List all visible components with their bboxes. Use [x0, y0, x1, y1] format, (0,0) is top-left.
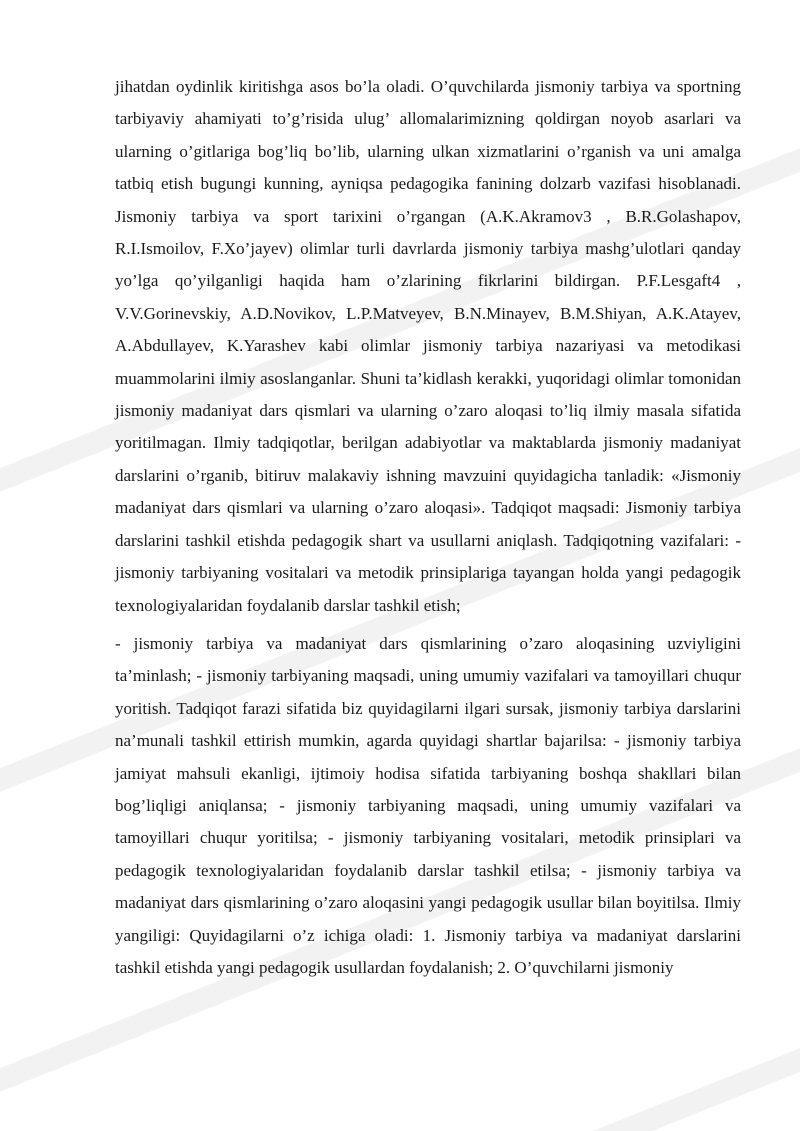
body-paragraph: jihatdan oydinlik kiritishga asos bo’la oladi. O’quvchilarda jismoniy tarbiya va sportning tarbiyaviy ahamiyati to’g’risida ulug’ allomalarimizning qoldirgan noyob asarlari va ularning o’gitlariga bog’liq bo’lib, ularning ulkan xizmatlarini o’rganish va uni amalga tatbiq etish bugungi kunning, ayniqsa pedagogika fanining dolzarb vazifasi hisoblanadi. Jismoniy tarbiya va sport tarixini o’rgangan (A.K.Akramov3 , B.R.Golashapov, R.I.Ismoilov, F.Xo’jayev) olimlar turli davrlarda jismoniy tarbiya mashg’ulotlari qanday yo’lga qo’yilganligi haqida ham o’zlarining fikrlarini bildirgan. P.F.Lesgaft4 , V.V.Gorinevskiy, A.D.Novikov, L.P.Matveyev, B.N.Minayev, B.M.Shiyan, A.K.Atayev, A.Abdullayev, K.Yarashev kabi olimlar jismoniy tarbiya nazariyasi va metodikasi muammolarini ilmiy asoslanganlar. Shuni ta’kidlash kerakki, yuqoridagi olimlar tomonidan jismoniy madaniyat dars qismlari va ularning o’zaro aloqasi to’liq ilmiy masala sifatida yoritilmagan. Ilmiy tadqiqotlar, berilgan adabiyotlar va maktablarda jismoniy madaniyat darslarini o’rganib, bitiruv malakaviy ishning mavzuini quyidagicha tanladik: «Jismoniy madaniyat dars qismlari va ularning o’zaro aloqasi». Tadqiqot maqsadi: Jismoniy tarbiya darslarini tashkil etishda pedagogik shart va usullarni aniqlash. Tadqiqotning vazifalari: - jismoniy tarbiyaning vositalari va metodik prinsiplariga tayangan holda yangi pedagogik texnologiyalaridan foydalanib darslar tashkil etish; — [115, 77, 741, 615]
body-paragraph: - jismoniy tarbiya va madaniyat dars qismlarining o’zaro aloqasining uzviyligini ta’minlash; - jismoniy tarbiyaning maqsadi, uning umumiy vazifalari va tamoyillari chuqur yoritish. Tadqiqot farazi sifatida biz quyidagilarni ilgari sursak, jismoniy tarbiya darslarini na’munali tashkil ettirish mumkin, agarda quyidagi shartlar bajarilsa: - jismoniy tarbiya jamiyat mahsuli ekanligi, ijtimoiy hodisa sifatida tarbiyaning boshqa shakllari bilan bog’liqligi aniqlansa; - jismoniy tarbiyaning maqsadi, uning umumiy vazifalari va tamoyillari chuqur yoritilsa; - jismoniy tarbiyaning vositalari, metodik prinsiplari va pedagogik texnologiyalaridan foydalanib darslar tashkil etilsa; - jismoniy tarbiya va madaniyat dars qismlarining o’zaro aloqasini yangi pedagogik usullar bilan boyitilsa. Ilmiy yangiligi: Quyidagilarni o’z ichiga oladi: 1. Jismoniy tarbiya va madaniyat darslarini tashkil etishda yangi pedagogik usullardan foydalanish; 2. O’quvchilarni jismoniy — [115, 633, 741, 977]
document-body — [115, 71, 741, 984]
